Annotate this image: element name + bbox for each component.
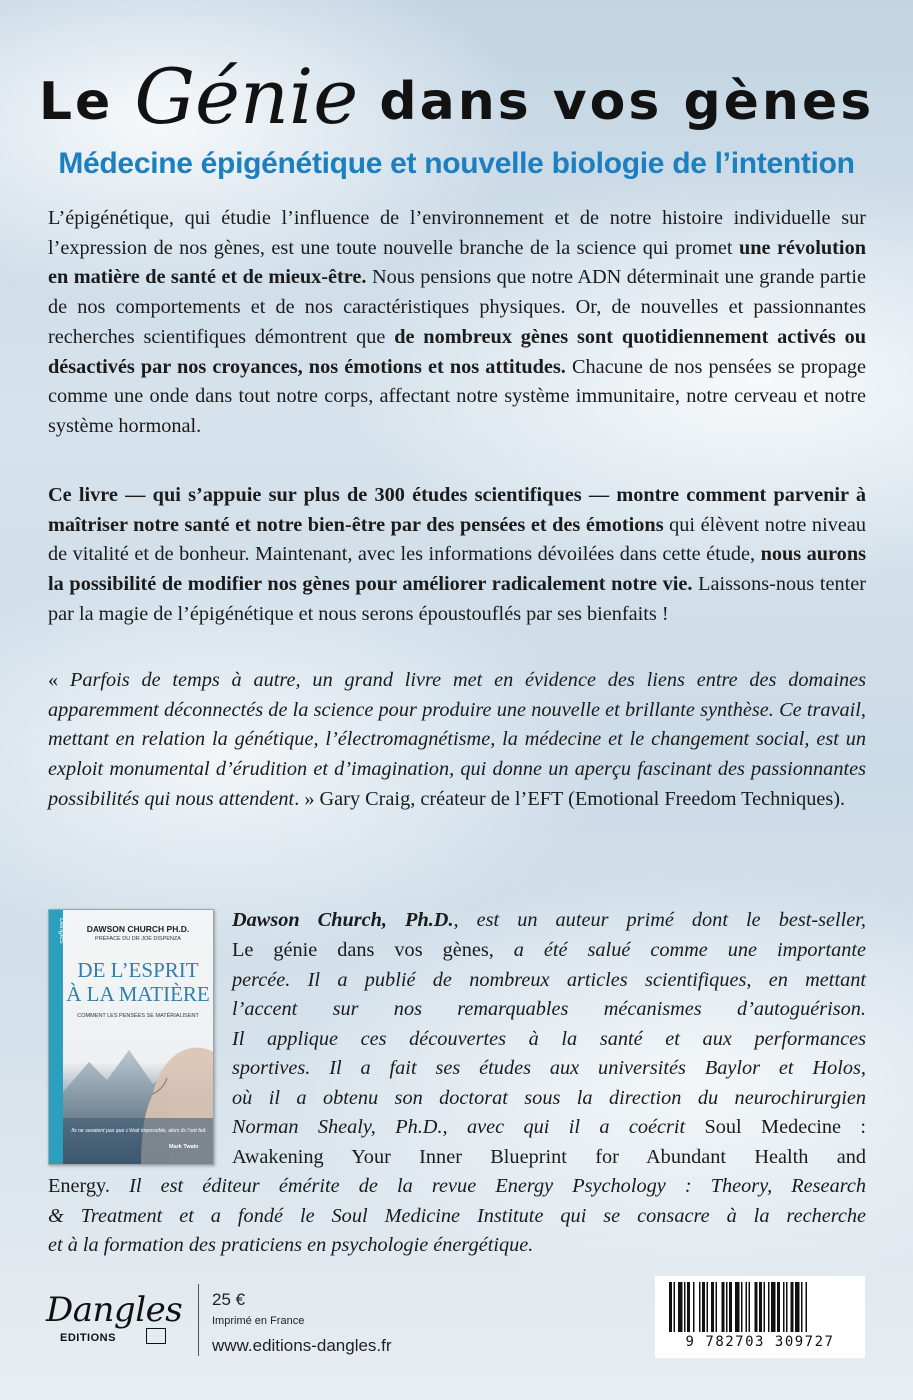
book-title (0, 48, 913, 141)
bio-text: , a été salué comme une importante (488, 939, 866, 961)
title-script-word: Génie (134, 52, 359, 141)
bio-line: sportives. Il a fait ses études aux universités Baylor et Holos, (232, 1057, 866, 1079)
bio-line: et à la formation des praticiens en psychologie énergétique. (48, 1234, 534, 1256)
bio-line (232, 1143, 866, 1173)
mountain-face-illustration (49, 1022, 213, 1164)
printed-in: Imprimé en France (212, 1315, 305, 1327)
description-paragraph-2 (48, 481, 866, 630)
bio-text: , est un auteur primé dont le best-seller, (453, 909, 866, 931)
bio-line: où il a obtenu son doctorat sous la direction du neurochirurgien (232, 1087, 866, 1109)
bio-book-title: Le génie dans vos gènes (232, 939, 489, 961)
publisher-website: www.editions-dangles.fr (212, 1336, 392, 1355)
book-thumb-quote-author: Mark Twain (169, 1144, 199, 1150)
book-thumb-preface: PRÉFACE DU DR JOE DISPENZA (95, 936, 181, 942)
footer-divider (198, 1284, 199, 1356)
title-part1: Le (38, 72, 114, 132)
p2-text-1: qui élèvent notre niveau de vitalité et de bonheur. Maintenant, avec les informations dévoilées dans cette étude, (48, 513, 866, 566)
isbn-barcode-icon (669, 1282, 855, 1332)
publisher-mark-icon (146, 1328, 166, 1344)
book-thumb-title-1: DE L’ESPRIT (77, 958, 199, 982)
book-thumb-quote: Ils ne savaient pas que c’était impossible, alors ils l’ont fait. (71, 1128, 207, 1134)
bio-book-title: Soul Medecine : (704, 1116, 866, 1138)
p1-bold-2: de nombreux gènes sont quotidiennement activés ou désactivés par nos croyances, nos émotions et nos attitudes. (48, 325, 866, 378)
bio-line (232, 936, 866, 966)
book-subtitle: Médecine épigénétique et nouvelle biologie de l’intention (58, 147, 855, 180)
price: 25 € (212, 1290, 246, 1309)
bio-line: percée. Il a publié de nombreux articles scientifiques, en mettant (232, 969, 866, 991)
publisher-logo: Dangles (46, 1290, 183, 1330)
p2-bold-2: nous aurons la possibilité de modifier nos gènes pour améliorer radicalement notre vie. (48, 543, 866, 596)
spine-logo: Dangles (58, 918, 65, 944)
p1-bold-1: une révolution en matière de santé et de mieux-être. (48, 236, 866, 289)
bio-line (48, 1172, 866, 1202)
bio-line (232, 906, 866, 936)
p2-bold-1: Ce livre — qui s’appuie sur plus de 300 études scientifiques — montre comment parvenir à maîtriser notre santé et notre bien-être par des pensées et des émotions (48, 484, 866, 536)
book-spine (49, 910, 63, 1164)
quote-text: Parfois de temps à autre, un grand livre met en évidence des liens entre des domaines apparemment déconnectés de la science pour produire une nouvelle et brillante synthèse. Ce travail, mettant en relation la génétique, l’électromagnétisme, la médecine et le changement social, est un exploit monumental d’érudition et d’imagination, qui donne un aperçu fascinant des passionnantes possibilités qui nous attendent (48, 669, 866, 810)
author-name: Dawson Church, Ph.D. (232, 909, 454, 931)
bio-line: Il applique ces découvertes à la santé et aux performances (232, 1028, 866, 1050)
book-cover-thumbnail (48, 909, 214, 1165)
book-thumb-title-2: À LA MATIÈRE (66, 982, 210, 1006)
publisher-logo-sub: EDITIONS (60, 1332, 116, 1344)
bio-book-title: Energy. (48, 1175, 110, 1197)
quote-attribution: . » Gary Craig, créateur de l’EFT (Emotional Freedom Techniques). (294, 787, 846, 810)
p1-text-1: L’épigénétique, qui étudie l’influence de l’environnement et de notre histoire individuelle sur l’expression de nos gènes, est une toute nouvelle branche de la science qui promet (48, 207, 866, 259)
bio-line: l’accent sur nos remarquables mécanismes d’autoguérison. (232, 998, 866, 1020)
p1-text-3: Chacune de nos pensées se propage comme une onde dans tout notre corps, affectant notre système immunitaire, notre cerveau et notre système hormonal. (48, 355, 867, 437)
bio-line (232, 1113, 866, 1143)
bio-line: & Treatment et a fondé le Soul Medicine Institute qui se consacre à la recherche (48, 1205, 866, 1227)
bio-book-title: Awakening Your Inner Blueprint for Abundant Health and (232, 1146, 866, 1168)
quote-open: « (48, 669, 70, 691)
bio-text: Norman Shealy, Ph.D., avec qui il a coécrit (232, 1116, 705, 1138)
bio-text: Il est éditeur émérite de la revue Energy Psychology : Theory, Research (109, 1175, 866, 1197)
p1-text-2: Nous pensions que notre ADN déterminait une grande partie de nos comportements et de nos caractéristiques physiques. Or, de nouvelles et passionnantes recherches scientifiques démontrent que (48, 266, 866, 348)
isbn-number: 9 782703 309727 (685, 1334, 835, 1350)
book-thumb-subtitle: COMMENT LES PENSÉES SE MATÉRIALISENT (77, 1013, 199, 1019)
title-part2: dans vos gènes (379, 72, 875, 132)
description-paragraph-1 (48, 204, 866, 442)
book-thumb-author: DAWSON CHURCH PH.D. (86, 924, 190, 934)
p2-text-2: Laissons-nous tenter par la magie de l’épigénétique et nous serons époustouflés par ses bienfaits ! (48, 573, 866, 625)
testimonial-quote (48, 666, 866, 815)
